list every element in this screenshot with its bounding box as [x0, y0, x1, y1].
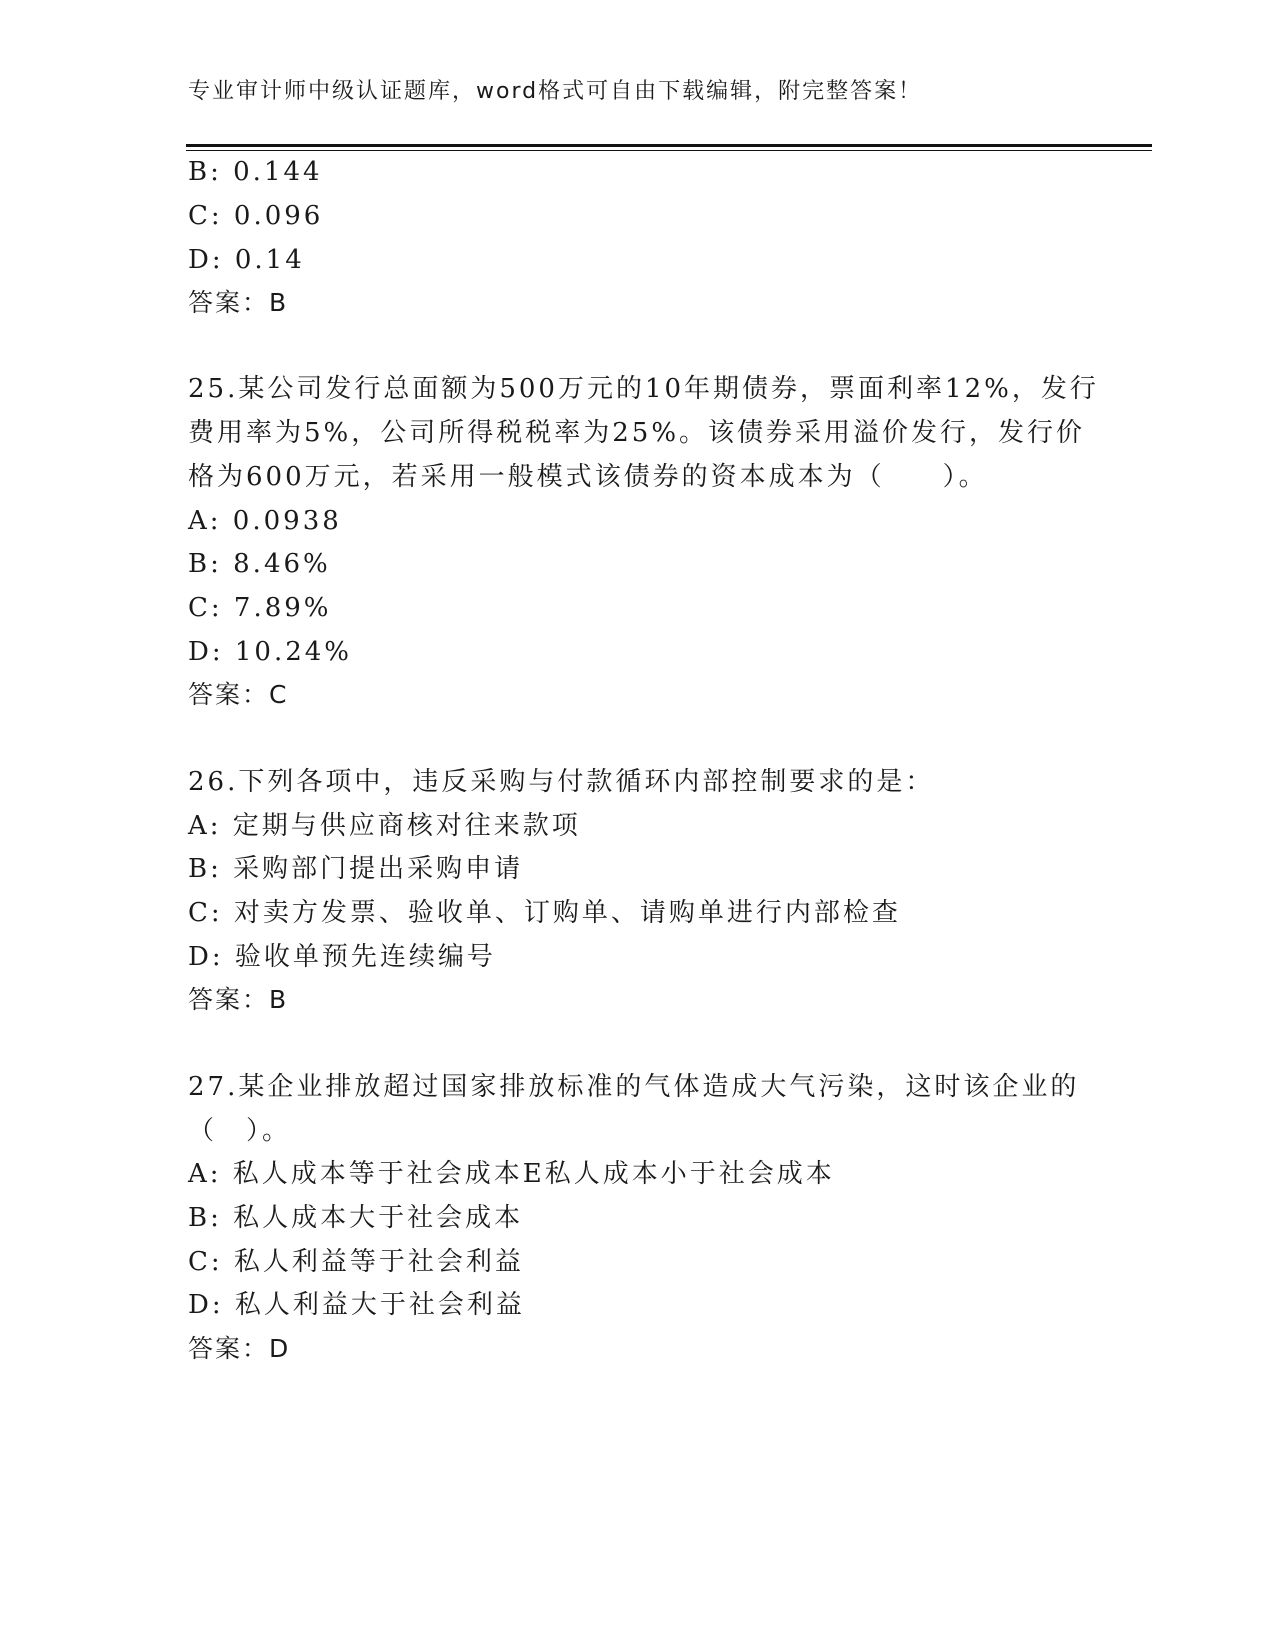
question-26-option-d: D: 验收单预先连续编号	[188, 942, 496, 972]
question-25-option-c: C: 7.89%	[188, 593, 332, 623]
answer: 答案：B	[188, 288, 289, 317]
header-rule-thick	[186, 144, 1152, 147]
question-25-option-a: A: 0.0938	[188, 506, 342, 536]
question-27-option-d: D: 私人利益大于社会利益	[188, 1290, 525, 1320]
question-26-stem: 26.下列各项中，违反采购与付款循环内部控制要求的是：	[188, 767, 935, 797]
question-27-stem-line-2: （ ）。	[188, 1116, 292, 1146]
question-25-answer: 答案：C	[188, 680, 289, 709]
question-26-option-b: B: 采购部门提出采购申请	[188, 854, 524, 884]
option-d: D: 0.14	[188, 245, 305, 275]
question-27-option-a: A: 私人成本等于社会成本E私人成本小于社会成本	[188, 1159, 835, 1189]
question-25-option-b: B: 8.46%	[188, 549, 331, 579]
question-27-option-c: C: 私人利益等于社会利益	[188, 1247, 524, 1277]
header-rule-thin	[186, 150, 1152, 151]
question-25-option-d: D: 10.24%	[188, 637, 353, 667]
question-25-stem-line-3: 格为600万元，若采用一般模式该债券的资本成本为（ ）。	[188, 462, 988, 492]
question-25-stem-line-1: 25.某公司发行总面额为500万元的10年期债券，票面利率12%，发行	[188, 374, 1099, 404]
option-c: C: 0.096	[188, 201, 324, 231]
question-25-stem-line-2: 费用率为5%，公司所得税税率为25%。该债券采用溢价发行，发行价	[188, 418, 1086, 448]
question-27-stem-line-1: 27.某企业排放超过国家排放标准的气体造成大气污染，这时该企业的	[188, 1072, 1080, 1102]
page-header: 专业审计师中级认证题库，word格式可自由下载编辑，附完整答案！	[188, 79, 923, 104]
question-27-answer: 答案：D	[188, 1334, 291, 1363]
question-26-answer: 答案：B	[188, 985, 289, 1014]
question-26-option-a: A: 定期与供应商核对往来款项	[188, 811, 581, 841]
question-27-option-b: B: 私人成本大于社会成本	[188, 1203, 524, 1233]
option-b: B: 0.144	[188, 157, 323, 187]
question-26-option-c: C: 对卖方发票、验收单、订购单、请购单进行内部检查	[188, 898, 901, 928]
